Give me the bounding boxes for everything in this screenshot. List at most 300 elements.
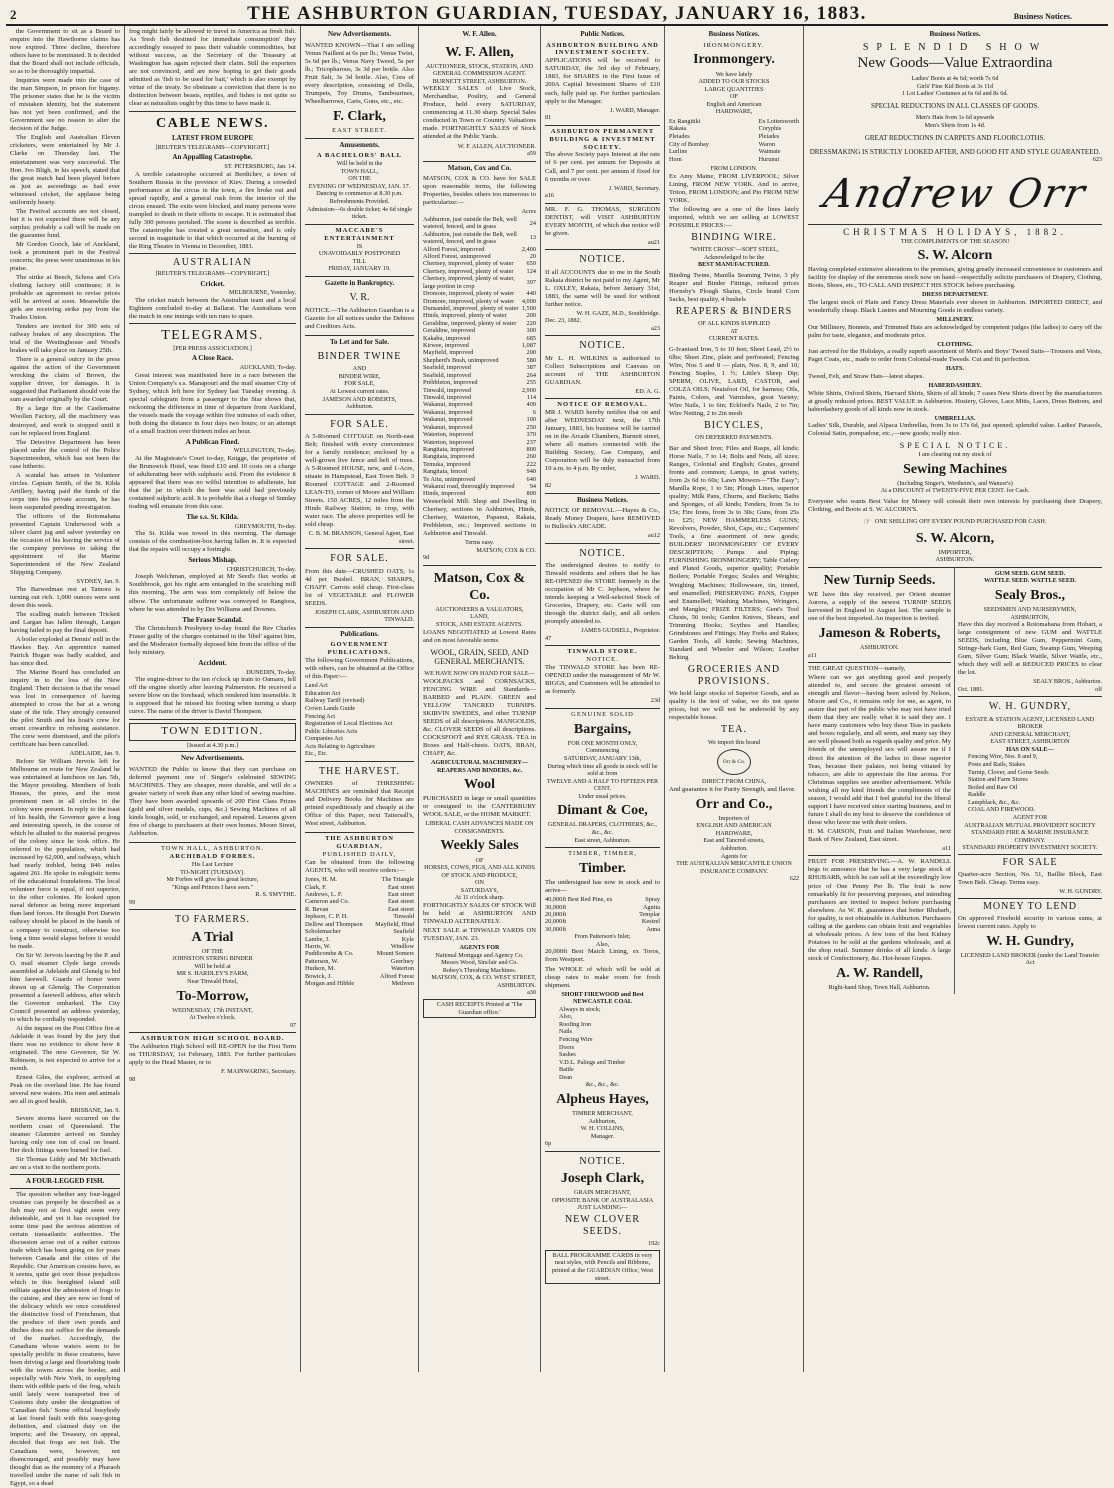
news-paragraph: On Sir W. Jervois leaving by the P. and O. mail steamer Clyde large crowds assembled at Adelaide and Glenelg to bid him farewell. Guards of honor were drawn up at Glenelg. The Corporation presented a farewell address, after which the Governor embarked. The City Council presented an address yesterday, to which he cordially responded. xyxy=(10,951,120,1023)
amusements-heading: Amusements. xyxy=(339,140,380,149)
business-notices-heading-3: Business Notices. xyxy=(929,30,981,38)
table-cell: Kyle xyxy=(401,935,414,943)
cricket-article: The cricket match between the Australian team and a local Eighteen concluded to-day at Ballarat. The Australians won the match in one innings with ten runs to spare. xyxy=(129,296,296,320)
table-cell: Alford Forest, improved xyxy=(423,245,485,253)
table-cell: 1,500 xyxy=(521,304,536,312)
ship-name: Waron xyxy=(758,140,775,148)
table-cell: Chertsey, improved, plenty of water xyxy=(423,260,514,268)
table-cell: East street xyxy=(387,905,414,913)
text-line: At 11 o'clock sharp. xyxy=(454,894,505,902)
text-line: FRIDAY, JANUARY 19. xyxy=(328,265,391,273)
telegram-dateline: DUNEDIN, To-day. xyxy=(246,668,296,676)
text-line: AUSTRALIAN MUTUAL PROVIDENT SOCIETY xyxy=(964,821,1096,829)
text-line: We have lately xyxy=(715,70,753,78)
agent-row xyxy=(305,921,414,928)
text-line: Admission—6s double ticket; 4s 6d single ticket. xyxy=(306,205,412,221)
cricket-dateline: MELBOURNE, Yesterday. xyxy=(229,289,296,297)
table-cell: East street xyxy=(387,891,414,899)
agent-row xyxy=(305,898,414,905)
list-item: Lampblack, &c., &c. xyxy=(968,798,1021,806)
building-society-ad: ASHBURTON BUILDING AND INVESTMENT SOCIETY. APPLICATIONS will be received to SATURDAY, the 3rd day of February, 1883, for SHARES in the First Issue of 200A Capital Investment Shares of £10 each, fully paid up. For further particulars apply to the Manager. J. WARD, Manager. 81 xyxy=(545,40,660,126)
text-line: OPPOSITE BANK OF AUSTRALASIA xyxy=(551,1196,654,1204)
table-cell: Rangitata, improved xyxy=(423,445,475,453)
text-line: Men's Shirts from 1s 4d. xyxy=(924,121,986,129)
text-line: AT xyxy=(730,327,738,335)
table-cell: 440 xyxy=(526,290,536,298)
text-line: OF xyxy=(730,93,738,101)
text-line: HARDWARE, xyxy=(715,108,753,116)
table-cell: Alford Forest xyxy=(379,972,414,980)
table-cell: Mayfield, improved xyxy=(423,349,474,357)
new-ads-heading: New Advertisements. xyxy=(181,754,244,763)
table-cell: 300 xyxy=(526,327,536,335)
table-cell: Tinwald xyxy=(393,913,414,921)
alcorn-christmas-ad: CHRISTMAS HOLIDAYS, 1882. THE COMPLIMENTS OF THE SEASON! S. W. Alcorn Having completed extensive alterations to the premises, giving greatly increased convenience to customers and facility for display of the enormous stock now on hand—respectfully solicits purchasers of Drapery, Clothing, Boots, Shoes, etc., TO CALL AND INSPECT HIS STOCK before purchasing. DRESS DEPARTMENT. The largest stock of Plain and Fancy Dress Materials ever shown in Ashburton. IMPORTED DIRECT, and wonderfully cheap. Black Lustres and Mourning Goods in endless variety. MILLINERY. Our Millinery, Bonnets, and Trimmed Hats are acknowledged by competent judges (the ladies) to carry off the palm for taste, elegance, and moderate price. CLOTHING. Just arrived for the Holidays, a really superb assortment of Men's and Boys' Tweed Suits—Trousers and Vests, Paget Coats, etc., made to order from Colonial-made Tweeds. Cut and fit perfection. HATS. Tweed, Felt, and Straw Hats—latest shapes. HABERDASHERY. White Shirts, Oxford Shirts, Harvard Shirts, Shirts of all kinds; 7 cases New Shirts direct by the manufacturers at greatly reduced prices. BEST VALUE in Ashburton. Hosiery, Gloves, Lace Mitts, Laces, Dress Buttons, and haberdashery goods of all kinds now in stock. UMBRELLAS. Ladies' Silk, Durable, and Alpaca Umbrellas, from 3s to 17s 6d, just opened; splendid value. Ladies' Parasols, Colonial Satin, pompadour, etc.,—new goods; really nice. SPECIAL NOTICE. I am clearing out my stock of Sewing Machines (Including Singer's, Wertheim's, and Wanzer's) At a DISCOUNT of TWENTY-FIVE PER CENT. for Cash. Everyone who wants Best Value for Money will consult their own interests by purchasing their Drapery, Clothing, and Boots at S. W. ALCORN'S. ☞ ONE SHILLING OFF EVERY POUND PURCHASED FOR CASH. S. W. Alcorn, IMPORTER, ASHBURTON. xyxy=(808,225,1102,568)
cable-subheading: LATEST FROM EUROPE xyxy=(171,134,254,143)
property-row xyxy=(423,268,536,275)
agent-row xyxy=(305,950,414,957)
table-cell: Geerlney xyxy=(390,957,414,965)
ship-name: Ex Lottersworth xyxy=(758,117,799,125)
property-row xyxy=(423,476,536,483)
text-line: OF THE xyxy=(201,947,224,955)
accounts-notice: NOTICE. If all ACCOUNTS due to me in the South Rakaia district be not paid to my Agent, Mr L. OXLEY, Rakaia, before January 31st, 1883, the same will be sued for without further notice. W. H. GAZE, M.D., Southbridge. Dec. 23, 1882. a23 xyxy=(545,250,660,336)
telegram-item xyxy=(129,616,296,658)
text-line: TILL xyxy=(352,257,367,265)
property-row xyxy=(423,275,536,290)
table-cell: 2,400 xyxy=(521,245,536,253)
telegram-kicker: Accident. xyxy=(198,659,227,668)
text-line: ASHBURTON. xyxy=(935,556,975,564)
binder-twine-ad: BINDER TWINE AND BINDER WIRE, FOR SALE, At Lowest current rates. JAMESON AND ROBERTS, Ashburton. xyxy=(305,347,414,415)
news-paragraph: The English and Australian Eleven cricketers, were entertained by Mr J. Clarke on Thursday last. The entertainment was very successful. The Hon. Ivo Bligh, in his speech, stated that the great match had been played before as just as ascendings as had ever witnessed cricket, the applause being uniformly hearty. xyxy=(10,134,120,206)
property-row xyxy=(423,320,536,327)
table-cell: Morgan and Hibble xyxy=(305,980,355,988)
telegram-kicker: A Close Race. xyxy=(191,354,234,363)
page-number: 2 xyxy=(10,7,17,22)
property-row xyxy=(423,335,536,342)
text-line: BINDER WIRE, xyxy=(338,372,381,380)
table-cell: Mayfield, Hind xyxy=(375,920,414,928)
agent-row xyxy=(305,928,414,935)
news-paragraph: A boiler exploded at Dennis' mill in the Hawkes Bay. An apprentice named Patrick Hogan was badly scalded, and has since died. xyxy=(10,635,120,667)
table-cell: Harris, W. xyxy=(305,942,331,950)
tinwald-store-ad: TINWALD STORE. NOTICE. The TINWALD STORE has been RE-OPENED under the management of Mr W. BIGGS, and Customers will be attended to as formerly. 23d xyxy=(545,646,660,709)
text-line: OF xyxy=(475,856,484,864)
telegram-body: At the Magistrate's Court to-day, Knigge, the proprietor of the Brunswick Hotel, was fined £10 and 10 costs on a charge of adulterating beer with sulphuric acid. From the evidence it appeared that there was no wilful intention to adulterate, but that the jar in which the beer was sold had previously contained sulphuric acid. It is probable that a charge of Sunday trading will emanate from this case. xyxy=(129,454,296,511)
ship-name: Horn xyxy=(669,155,682,163)
fish-headline: A FOUR-LEGGED FISH. xyxy=(25,1176,105,1185)
table-cell: Agnita xyxy=(642,903,660,911)
news-paragraph: Inquiries were made into the case of the man Simpson, in prison for bigamy. The prisoner states that he is the victim of mistaken identity, but the statement has not yet been confirmed, and the Government see no reason to alter the decision of the Judge. xyxy=(10,77,120,133)
text-line: ESTATE & STATION AGENT, LICENSED LAND BROKER xyxy=(965,715,1095,731)
cricket-kicker: Cricket. xyxy=(200,279,225,288)
town-edition-heading: TOWN EDITION. xyxy=(129,723,296,740)
text-line: GENERAL COMMISSION AGENT. xyxy=(433,70,526,78)
telegrams-heading: TELEGRAMS. xyxy=(161,327,264,343)
text-line: East and Tancred streets, xyxy=(703,837,765,845)
list-item: Raddle xyxy=(968,791,986,799)
business-notices-heading: Business Notices. xyxy=(577,495,628,504)
news-paragraph: ADELAIDE, Jan. 9. xyxy=(69,750,120,758)
text-line: CURRENT RATES. xyxy=(708,335,760,343)
list-item: Nails xyxy=(559,1028,573,1036)
table-cell: Wakanui road, thoroughly improved xyxy=(423,483,515,491)
clark-wanted-ad: WANTED KNOWN—That I am selling Venus Naillent at 6s per lb.; Venus Twist, 5s 6d per lb.; Venus Navy Tweed, 5s per lb.; Tricopharous, 3s 3d per bottle. Also Fruit Salt, 3s 3d bottle. Also, Cora of every description, consisting of Dolls, Trumpets, Toy Drums, Tambourines, Wheelbarrows, Carts, Guns, etc., etc. F. Clark, EAST STREET. xyxy=(305,40,414,139)
property-row xyxy=(423,439,536,446)
text-line: MR S. HARDLEY'S FARM, xyxy=(176,970,249,978)
text-line: Girls' Fine Kid Boots at 3s 11d xyxy=(916,82,994,90)
australian-heading: AUSTRALIAN xyxy=(173,256,252,268)
text-line: ADDED TO OUR STOCKS xyxy=(698,78,770,86)
text-line: W. H. COLLINS, xyxy=(580,1125,625,1133)
table-cell: Te Aitu, unimproved xyxy=(423,475,476,483)
list-item: Dean xyxy=(559,1073,573,1081)
telegram-dateline: GREYMOUTH, To-day. xyxy=(234,522,296,530)
gundry-ad: W. H. GUNDRY, ESTATE & STATION AGENT, LICENSED LAND BROKER AND GENERAL MERCHANT, EAST STREET, ASHBURTON HAS ON SALE— Fencing Wire, Nos. 8 and 9, Posts and Rails, Stakes Turnip, Clover, and Gorse Seeds Station and Farm Stores Boiled and Raw Oil Raddle Lampblack, &c., &c. COAL AND FIREWOOD. AGENT FOR AUSTRALIAN MUTUAL PROVIDENT SOCIETY STANDARD FIRE & MARINE INSURANCE COMPANY. STANDARD PROPERTY INVESTMENT SOCIETY. FOR SALE Quarter-acre Section, No. 51, Baillie Block, East Town Belt. Cheap. Terms easy. W. H. GUNDRY. MONEY TO LEND On approved Freehold security in various sums, at lowest current rates. Apply to W. H. Gundry, LICENSED LAND BROKER (under the Land Transfer Act xyxy=(958,701,1102,967)
list-item: Always in stock; xyxy=(559,1005,601,1013)
ship-name: Rakaia xyxy=(669,125,687,133)
table-cell: Waterton xyxy=(391,965,414,973)
text-line: SATURDAYS, xyxy=(460,886,499,894)
text-line: FOR SALE, xyxy=(344,380,375,388)
table-cell: Ashburton, just outside the Belt, well watered, fenced, and in grass xyxy=(423,230,517,246)
randell-fruit-ad: FRUIT FOR PRESERVING.—A. W. RANDELL begs to announce that he has a very large stock of RHUBARB, which he can sell at the exceedingly low price of One Penny Per lb. The fruit is now remarkably fit for preserving purposes, and intending purchasers are invited to inspect before purchasing elsewhere. As W. R. guarantees that better Rhubarb, for quality, is not obtainable in Ashburton. Purchasers calling at the gardens can obtain fruit and vegetables at wholesale prices. A few tons of the best Kidney Potatoes to be sold at the gardens wholesale, and at the shop retail. Summer drinks of all kinds. A large stock of Confectionery, &c. Hot-house Grapes. A. W. Randell, Right-hand Shop, Town Hall, Ashburton. xyxy=(808,858,951,991)
timber-row xyxy=(545,911,660,918)
property-row xyxy=(423,453,536,460)
table-cell: Wakanui, improved xyxy=(423,423,473,431)
list-item: Fencing Wire, Nos. 8 and 9, xyxy=(968,753,1038,761)
text-line: National Mortgage and Agency Co. xyxy=(435,951,524,959)
timber-row xyxy=(545,904,660,911)
news-paragraph: A scandal has arisen in Volunteer circles. Captain Smith, of the St. Kilda Artillery, having paid the funds of the corps into his private account, he has been suspended pending investigation. xyxy=(10,471,120,511)
table-cell: Chertsey, improved, plenty of water xyxy=(423,267,514,275)
telegram-kicker: The Fraser Scandal. xyxy=(182,615,243,624)
list-item: Posts and Rails, Stakes xyxy=(968,761,1026,768)
news-paragraph: Sir Thomas Liddy and Mr McIlwraith are on a visit to the northern ports. xyxy=(10,1155,120,1171)
property-row xyxy=(423,409,536,416)
news-paragraph: The Detective Department has been placed under the control of the Police Superintendent, which has not been the case hitherto. xyxy=(10,438,120,470)
oats-for-sale-ad: FOR SALE. From this date—CRUSHED OATS, 1s 4d per Bushel. BRAN, SHARPS, CHAFF. Carrots sold cheap. First-class lot of VEGETABLE and FLOWER SEEDS. JOSEPH CLARK, ASHBURTON AND TINWALD. xyxy=(305,549,414,627)
text-line: Ashburton. xyxy=(720,844,748,852)
list-item: Doors xyxy=(559,1043,575,1051)
table-cell: 650 xyxy=(526,260,536,268)
timber-row xyxy=(545,918,660,925)
text-line: STANDARD FIRE & MARINE INSURANCE COMPANY. xyxy=(971,829,1089,844)
table-cell: 370 xyxy=(526,431,536,439)
property-row xyxy=(423,253,536,260)
telegram-item xyxy=(129,556,296,613)
table-cell: Kestrel xyxy=(641,918,660,926)
news-paragraph: The Festival accounts are not closed, but it is not expected there will be any surplus; probably a call will be made on the guarantee fund. xyxy=(10,207,120,239)
column-6-business xyxy=(665,26,804,1372)
table-cell: 4,000 xyxy=(521,297,536,305)
table-cell: 124 xyxy=(526,267,536,275)
text-line: FOR ONE MONTH ONLY, xyxy=(567,739,638,747)
table-cell: Wakanui, improved xyxy=(423,416,473,424)
gazette-heading: Gazette in Bankruptcy. xyxy=(324,278,395,287)
table-cell: Waterton, improved xyxy=(423,431,474,439)
table-cell: 13 xyxy=(529,234,536,242)
table-cell: Puddicombe & Co. xyxy=(305,950,354,958)
table-cell: 264 xyxy=(526,371,536,379)
table-cell: 30,000ft xyxy=(545,925,567,933)
property-row xyxy=(423,312,536,319)
table-cell: Lambe, J. xyxy=(305,935,330,943)
government-publications-ad: GOVERNMENT PUBLICATIONS. The following Government Publications, with others, can be obtained at the Office of this Paper:— Land Act Education Act Railway Tariff (revised) Crown Lands Guide Fencing Act Registration of Local Elections Act Public Libraries Acts Companies Act Acts Relating to Agriculture Etc., Etc. xyxy=(305,639,414,762)
telegram-item xyxy=(129,354,296,435)
table-cell: R. Bevan xyxy=(305,905,329,913)
table-cell: Patterson, W. xyxy=(305,957,339,965)
list-item: Companies Act xyxy=(305,735,343,743)
list-item: Fencing Wire xyxy=(559,1035,593,1043)
andrew-orr-show-ad: SPLENDID SHOW New Goods—Value Extraordina Ladies' Boots at 4s 6d; worth 7s 6d Girls' Fine Kid Boots at 3s 11d 1 Lot Ladies' Costumes at 6s 6d and 8s 6d. SPECIAL REDUCTIONS IN ALL CLASSES OF GOODS. Men's Hats from 1s 6d upwards Men's Shirts from 1s 4d. GREAT REDUCTIONS IN CARPETS AND FLOORCLOTHS. DRESSMAKING IS STRICTLY LOOKED AFTER, AND GOOD FIT AND STYLE GUARANTEED. 623 Andrew Orr xyxy=(808,40,1102,225)
table-cell: Prebbleton, improved xyxy=(423,379,478,387)
text-line: Manager. xyxy=(590,1132,615,1140)
table-cell: Dromore, improved, plenty of water xyxy=(423,290,515,298)
news-paragraph: At the inquest on the Post Office fire at Adelaide it was found by the jury that there was no evidence to show how it originated. The new Governor, Sir W. Robinson, is not expected to arrive for a month. xyxy=(10,1024,120,1073)
telegram-body: The engine-driver to the ten o'clock up train to Oamaru, fell off the engine shortly after leaving Palmerston. He received a severe blow on the forehead, which rendered him insensible. It is supposed that he missed his footing when turning a sharp curve. The name of the driver is David Thompson. xyxy=(129,676,296,716)
table-cell: 20,000ft xyxy=(545,911,567,919)
property-row xyxy=(423,349,536,356)
joseph-clark-ad: NOTICE. Joseph Clark, GRAIN MERCHANT, OPPOSITE BANK OF AUSTRALASIA JUST LANDING— NEW CLOVER SEEDS. 192c BALL PROGRAMME CARDS in very neat styles, with Pencils and Ribbons, printed at the GUARDIAN Office, West street. xyxy=(545,1152,660,1290)
table-cell: Shepherd's Bush, unimproved xyxy=(423,356,499,364)
text-line: At Lowest current rates. xyxy=(329,388,390,396)
text-line: STANDARD PROPERTY INVESTMENT SOCIETY. xyxy=(962,844,1098,852)
telegram-body: The Christchurch Presbytery to-day found the Rev Charles Fraser guilty of the charges contained in the 'libel' against him, and the Moderator formally deposed him from the office of the holy ministry. xyxy=(129,625,296,657)
text-line: Messrs Wood, Sinclair and Co. xyxy=(441,959,518,967)
text-line: 1 Lot Ladies' Costumes at 6s 6d and 8s 6d. xyxy=(902,90,1008,98)
property-row xyxy=(423,298,536,305)
agent-row xyxy=(305,913,414,920)
agent-row xyxy=(305,943,414,950)
table-cell: Jones, H. M. xyxy=(305,876,338,884)
text-line: EAST STREET, ASHBURTON xyxy=(990,738,1070,746)
table-cell: 397 xyxy=(526,278,536,286)
text-line: STOCK, AND ESTATE AGENTS. xyxy=(436,621,523,629)
news-paragraph: The Marine Board has concluded an inquiry in to the loss of the New England. Their decision is that the vessel was lost in consequence of having attempted to cross the bar at a wrong state of the tide. They strongly censured the pilot Smith and his boat's crew for errant cowardice in refusing assistance. The crew were dismissed, and the pilot's certificate has been cancelled. xyxy=(10,668,120,749)
table-cell: 24 xyxy=(529,219,536,227)
list-item: Acts Relating to Agriculture xyxy=(305,742,375,750)
table-cell: Spray xyxy=(645,896,660,904)
news-paragraph: By a large fire at the Castlemaine Woollen Factory, all the machinery was destroyed, and work is stopped until it can be replaced from England. xyxy=(10,405,120,437)
news-paragraph: There is a general outcry in the press against the action of the Government wrecking the claim of Brown, the supplier driver, for damages. It is suggested that Parliament should vote the sum awarded originally by the Court. xyxy=(10,356,120,404)
property-row xyxy=(423,305,536,312)
table-cell: 20,000ft xyxy=(545,918,567,926)
bachelors-ball-ad: A BACHELORS' BALL Will be held in the TOWN HALL, ON THE EVENING OF WEDNESDAY, JAN. 17. Dancing to commence at 8.30 p.m. Refreshments Provided. Admission—6s double ticket; 4s 6d single ticket. xyxy=(305,150,414,224)
telegram-kicker: Serious Mishap. xyxy=(188,556,237,565)
text-line: Under usual prices. xyxy=(578,792,627,800)
text-line: TO-NIGHT (TUESDAY). xyxy=(180,868,245,876)
table-cell: 20 xyxy=(529,252,536,260)
catastrophe-article: A terrible catastrophe occurred at Berdichev, a town of Southern Russia in the province of Kiev. During a crowded performance at the circus in the town, a fire broke out and spread rapidly, and a general rush from the interior of the circus ensued. The exits were blocked, and many persons were trampled to death in their efforts to escape. It is estimated that fully 300 persons perished. The scene is described as terrible. The catastrophe has created a great sensation, and is only second in magnitude to that which occurred at the burning of the Ring Theatre in Vienna in December, 1881. xyxy=(129,170,296,250)
list-item: COAL AND FIREWOOD. xyxy=(968,806,1035,814)
news-paragraph: Ernest Giles, the explorer, arrived at Peak on the overland line. He has found several new waters. His men and animals are all in good health. xyxy=(10,1074,120,1106)
table-cell: Tinwald, improved xyxy=(423,393,472,401)
press-association-credit: [PER PRESS ASSOCIATION.] xyxy=(173,344,252,352)
property-row xyxy=(423,246,536,253)
text-line: GENERAL DRAPERS, CLOTHIERS, &c., &c., &c. xyxy=(548,821,657,837)
property-row xyxy=(423,216,536,231)
text-line: AND GENERAL MERCHANT, xyxy=(989,730,1071,738)
singer-sewing-ad: WANTED the Public to know that they can purchase on deferred payment one of Singer's celebrated SEWING MACHINES. They are cheaper, more durable, and will do a greater variety of work than any other kind of sewing machine. They have been awarded upwards of 200 First Class Prizes (gold and silver medals, cups, &c.) Sewing Machines of all kinds bought, sold, or exchanged, and repaired. Lessons given free of charge to purchasers at their own homes. Moore Street, Ashburton. xyxy=(129,764,296,843)
column-3-ads xyxy=(301,26,419,1372)
matson-big-ad: Matson, Cox & Co. AUCTIONEERS & VALUATORS, LAND, STOCK, AND ESTATE AGENTS. LOANS NEGOTIATED at Lowest Rates and on most favorable terms. WOOL, GRAIN, SEED, AND GENERAL MERCHANTS. WE HAVE NOW ON HAND FOR SALE— WOOLPACKS and CORNSACKS, FENCING WIRE and Standards—BARBED and PLAIN. GREEN and YELLOW TANCRED TURNIPS. SKIRVIN SWEDES, and other TURNIP SEEDS of all descriptions. MANGOLDS, &c. CLOVER SEEDS of all descriptions. COCKSFOOT and RYE GRASS. TEA in Boxes and Half-chests. OATS, BRAN, CHAFF, &c. AGRICULTURAL MACHINERY—REAPERS AND BINDERS, &c. Wool PURCHASED in large or small quantities or consigned to the CANTERBURY WOOL SALE, or the HOME MARKET. LIBERAL CASH ADVANCES MADE ON CONSIGNMENTS. Weekly Sales OF HORSES, COWS, PIGS, AND ALL KINDS OF STOCK AND PRODUCE, ON SATURDAYS, At 11 o'clock sharp. FORTNIGHTLY SALES OF STOCK Will be held at ASHBURTON AND TINWALD ALTERNATELY. NEXT SALE at TINWALD YARDS ON TUESDAY, JAN. 23. AGENTS FOR National Mortgage and Agency Co. Messrs Wood, Sinclair and Co. Robey's Threshing Machines. MATSON, COX, & CO. WEST STREET, ASHBURTON. a30 CASH RECEIPTS Printed at 'The Guardian office.' xyxy=(423,566,536,1024)
table-cell: Seafield xyxy=(393,928,414,936)
property-row xyxy=(423,431,536,438)
property-row xyxy=(423,290,536,297)
news-paragraph: Before Sir William Jervois left for Melbourne en route for New Zealand he was entertained at luncheon on Jan. 5th, the Mayor presiding. Members of both Houses, the press, and the most prominent men in all circles in the colony were present. In reply to the toast of his health, the Governor gave a long and interesting speech, in the course of which he alluded to the material progress of the colony since he took office. He referred to the population, which had increased by 62,000, and railways, which had nearly trebled, being 846 miles against 261. He spoke in eulogistic terms of the educational foundations. The local volunteer force is equal, if not superior, to the other colonies. He looked upon naval defence as being more important than land forces. He thought Port Darwin railway should be placed in the hands of a company to construct, otherwise too long a time would elapse before it would be made. xyxy=(10,757,120,950)
table-cell: Seafield, improved xyxy=(423,364,471,372)
table-cell: Clark, F. xyxy=(305,883,327,891)
property-row xyxy=(423,364,536,371)
telegram-item xyxy=(129,513,296,554)
ship-name: Coryphis xyxy=(758,125,782,133)
text-line: LAND, xyxy=(470,613,489,621)
table-cell: 800 xyxy=(526,445,536,453)
property-row xyxy=(423,424,536,431)
list-item: Also, xyxy=(559,1013,573,1021)
table-cell: 1,087 xyxy=(521,342,536,350)
text-line: TOWN HALL, xyxy=(340,167,379,175)
table-cell: Andrews, L. F. xyxy=(305,891,343,899)
cable-dateline: ST. PETERSBURG, Jan. 14. xyxy=(224,163,296,171)
table-cell: 30,000ft xyxy=(545,903,567,911)
table-cell: Hinds, improved xyxy=(423,490,466,498)
table-cell: East street xyxy=(387,883,414,891)
list-item: Battle xyxy=(559,1066,574,1074)
table-cell: Windlow xyxy=(390,942,414,950)
text-line: AUCTIONEERS & VALUATORS, xyxy=(435,605,524,613)
news-paragraph: The scalling match between Trickett and Largan has fallen through, Largan having failed to pay the final deposit. xyxy=(10,610,120,634)
news-paragraph: The strike at Beech, Schoss and Co's clothing factory still continues; it is probable an agreement to revise prices will be arrived at soon. Meanwhile the girls are receiving strike pay from the Trades Union. xyxy=(10,273,120,322)
agent-row xyxy=(305,958,414,965)
timber-row xyxy=(545,896,660,903)
agent-row xyxy=(305,965,414,972)
reuter-credit: [REUTER'S TELEGRAMS—COPYRIGHT.] xyxy=(155,143,270,151)
column-2-news xyxy=(125,26,301,1372)
list-item: Public Libraries Acts xyxy=(305,727,358,735)
telegram-body: Great interest was manifested here in a race between the Union Company's s.s. Manapouri and the mail steamer City of Sydney, which left here for Sydney last Tuesday evening. A special cablegram from a passenger to the Star shows that, reckoning the difference in time of departure from Auckland, the vessels made the voyage within five minutes of each other, both doing the distance in four days two hours; or an attempt of a small fraction over thirteen miles an hour. xyxy=(129,371,296,435)
public-notices-heading: Public Notices. xyxy=(580,30,625,38)
property-row xyxy=(423,483,536,490)
ship-name: Lurline xyxy=(669,148,688,156)
text-line: Robey's Threshing Machines. xyxy=(442,966,517,974)
cable-news-heading: CABLE NEWS. xyxy=(156,116,269,132)
table-cell: 6 xyxy=(532,408,536,416)
table-cell: 409 xyxy=(526,401,536,409)
property-row xyxy=(423,357,536,364)
property-row xyxy=(423,490,536,497)
column-7-business xyxy=(804,26,1106,1372)
table-cell: Wakanui, improved xyxy=(423,401,473,409)
table-cell: 685 xyxy=(526,334,536,342)
town-edition-time: [Issued at 4.30 p.m.] xyxy=(187,741,238,749)
sealy-seeds-ad: GUM SEED. GUM SEED. WATTLE SEED. WATTLE SEED. Sealy Bros., SEEDSMEN AND NURSERYMEN, ASHBURTON, Have this day received a Rotomahana from Hobart, a large consignment of new GUM and WATTLE SEEDS, including Blue Gum, Peppermint Gum, Stringy-bark Gum, Red Gum, Swamp Gum, Weeping Gum, Silver Gum; Black Wattle, Silver Wattle, etc., which they will sell at REDUCED PRICES to clear the lot. SEALY BROS., Ashburton. Oct. 1881. olf xyxy=(958,568,1102,698)
table-cell: 100 xyxy=(526,416,536,424)
list-item: Boiled and Raw Oil xyxy=(968,783,1018,791)
table-cell: Geraldine, improved, plenty of water xyxy=(423,319,517,327)
table-cell: 2,900 xyxy=(521,386,536,394)
text-line: EVENING OF WEDNESDAY, JAN. 17. xyxy=(308,182,411,190)
table-cell: 640 xyxy=(526,475,536,483)
telegram-dateline: CHRISTCHURCH, To-day. xyxy=(226,565,296,573)
text-line: HORSES, COWS, PIGS, AND ALL KINDS OF STOCK AND PRODUCE, xyxy=(424,864,535,879)
text-line: OF ALL KINDS SUPPLIED xyxy=(698,320,770,328)
text-line: LARGE QUANTITIES xyxy=(704,85,764,93)
text-line: Refreshments Provided. xyxy=(329,198,390,206)
list-item: Roofing Iron xyxy=(559,1020,592,1028)
text-line: Will be held at xyxy=(194,962,231,970)
agent-row xyxy=(305,884,414,891)
news-paragraph: Mr Gordon Gooch, late of Auckland, took a prominent part in the Festival concerts; the press were unanimous in his praise. xyxy=(10,240,120,272)
text-line: Ashburton. xyxy=(345,403,374,411)
news-paragraph: Tenders are invited for 300 sets of railway brakes of any description. The trial of the Westinghouse and Wood's brakes will take place on January 25th. xyxy=(10,323,120,355)
telegram-body: The St. Kilda was towed in this morning. The damage consists of the combustion-box having fallen in. It is expected that the repairs will occupy a fortnight. xyxy=(129,530,296,554)
text-line: GRAIN MERCHANT, xyxy=(574,1189,631,1197)
list-item: Education Act xyxy=(305,689,341,697)
news-paragraph: SYDNEY, Jan. 9. xyxy=(76,578,120,586)
catastrophe-kicker: An Appalling Catastrophe. xyxy=(172,153,253,162)
table-cell: Rangitata, improved xyxy=(423,453,475,461)
table-cell: 255 xyxy=(526,379,536,387)
property-row xyxy=(423,416,536,423)
tea-brand-seal: Orr & Co. xyxy=(717,749,751,775)
table-cell: East street xyxy=(387,898,414,906)
text-line: UNAVOIDABLY POSTPONED xyxy=(318,250,401,258)
property-row xyxy=(423,372,536,379)
table-cell: Dellow and Thompson xyxy=(305,920,363,928)
list-item: Sashes xyxy=(559,1051,576,1059)
table-cell: Bowick, J. xyxy=(305,972,332,980)
list-item: Crown Lands Guide xyxy=(305,705,356,713)
property-row xyxy=(423,468,536,475)
news-paragraphs xyxy=(10,28,120,1172)
table-cell: Hudson, M. xyxy=(305,965,335,973)
news-paragraph: BRISBANE, Jan. 9. xyxy=(70,1107,120,1115)
table-cell: 114 xyxy=(526,393,536,401)
forbes-lecture-ad: TOWN HALL, ASHBURTON. ARCHIBALD FORBES. His Last Lecture TO-NIGHT (TUESDAY). Mr Forbes will give his great lecture, "Kings and Princes I have seen." R. S. SMYTHE. 99 xyxy=(129,843,296,910)
list-item: Registration of Local Elections Act xyxy=(305,720,393,728)
table-cell: Alford Forest, unimproved xyxy=(423,252,491,260)
table-cell: 800 xyxy=(526,490,536,498)
wilkins-notice: NOTICE. Mr L. H. WILKINS is authorised to Collect Subscriptions and Canvass on account of THE ASHBURTON GUARDIAN. ED. A. G. xyxy=(545,336,660,399)
agent-row xyxy=(305,891,414,898)
table-cell: Waterton, improved xyxy=(423,438,474,446)
text-line: SATURDAY, JANUARY 13th, xyxy=(563,755,642,762)
masthead-right-caption: Business Notices. xyxy=(1013,12,1072,21)
table-cell: Chertsey, improved, plenty of water, large portion in crop xyxy=(423,275,515,290)
table-cell: Wakanui, improved xyxy=(423,408,473,416)
frog-article-continued: frog might fairly be allowed to travel in America as fresh fish. As 'fresh fish destined for immediate consumption' they accordingly essayed to pass their valuable commodities, but without success, as the Secretary of the Treasury at Washington has again rejected their claim. Still the exporters are not convinced, and are now hoping to get their goods admitted as 'fish to be used for bait,' which is also exempt by virtue of the treaty. So obstinate a conviction that there is no distinction between beasts, reptiles, and fishes is not quite so clear as naturalists ought by this time to have made it. xyxy=(129,28,296,108)
agent-row xyxy=(305,973,414,980)
list-item: Fencing Act xyxy=(305,712,336,720)
turnip-seeds-ad: New Turnip Seeds. WE have this day received, per Orient steamer Aurora, a supply of the newest TURNIP SEEDS harvested in England in August last. The sample is one of the best imported. An inspection is invited. Jameson & Roberts, ASHBURTON. a11 xyxy=(808,568,951,663)
column-5-notices xyxy=(541,26,665,1372)
ship-name: Pleiades xyxy=(669,133,690,141)
table-cell: 580 xyxy=(526,356,536,364)
table-cell: Mount Somers xyxy=(376,950,414,958)
text-line: IS xyxy=(356,242,363,250)
agent-row xyxy=(305,980,414,987)
property-row xyxy=(423,260,536,267)
reuter-credit-2: [REUTER'S TELEGRAMS—COPYRIGHT.] xyxy=(155,270,270,278)
text-line: English and American xyxy=(706,100,762,108)
matson-heading: Matson, Cox and Co. xyxy=(447,163,512,172)
business-notices-heading-2: Business Notices. xyxy=(708,30,760,38)
table-cell: Templar xyxy=(639,911,660,919)
list-item: Land Act xyxy=(305,682,328,690)
